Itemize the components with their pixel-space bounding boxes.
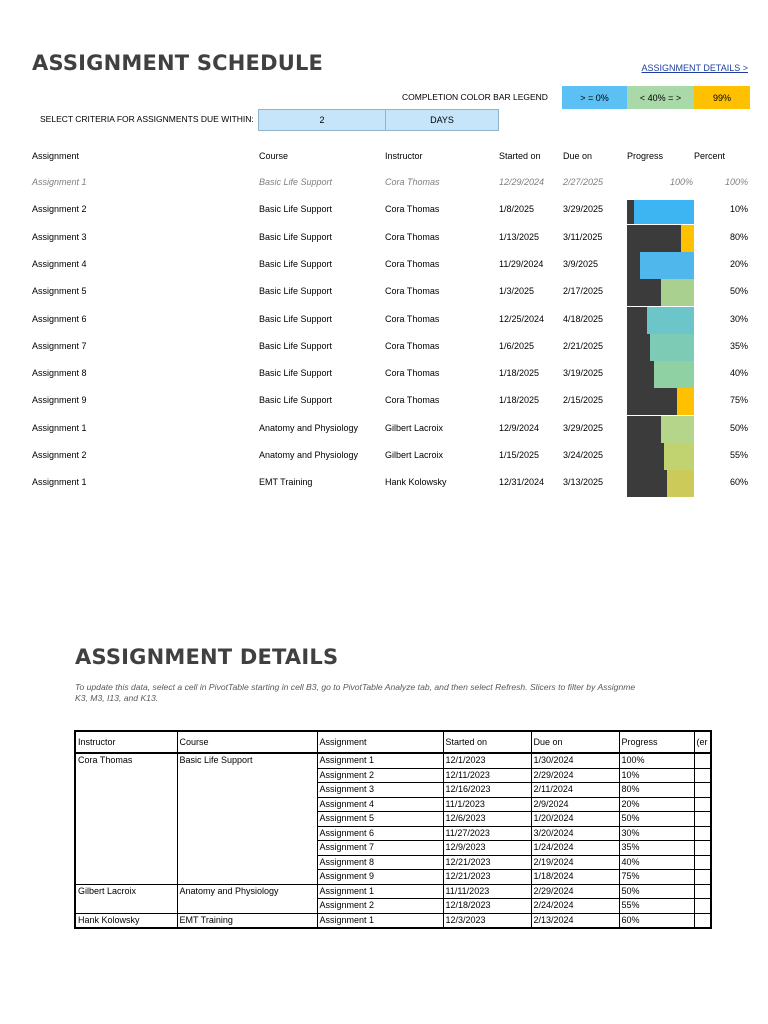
progress-bar-fill xyxy=(654,361,694,388)
pivot-row[interactable] xyxy=(75,884,711,899)
pivot-cell-progress[interactable]: 75% xyxy=(619,870,694,885)
row-assignment: Assignment 8 xyxy=(32,368,87,379)
pivot-cell-progress[interactable]: 100% xyxy=(619,753,694,768)
pivot-cell-due[interactable]: 1/20/2024 xyxy=(531,812,619,827)
row-progress-text: 100% xyxy=(669,177,693,187)
row-due: 3/29/2025 xyxy=(563,204,604,215)
progress-bar-fill xyxy=(677,388,694,415)
pivot-row[interactable] xyxy=(75,913,711,928)
row-assignment: Assignment 4 xyxy=(32,258,87,269)
pivot-cell-started[interactable]: 12/1/2023 xyxy=(443,753,531,768)
pivot-cell-started[interactable]: 11/11/2023 xyxy=(443,884,531,899)
pivot-cell-due[interactable]: 1/24/2024 xyxy=(531,841,619,856)
pivot-cell-instructor[interactable]: Hank Kolowsky xyxy=(75,913,177,928)
pivot-cell-due[interactable]: 2/19/2024 xyxy=(531,855,619,870)
progress-bar xyxy=(627,252,694,279)
row-started: 1/18/2025 xyxy=(499,395,540,406)
row-due: 4/18/2025 xyxy=(563,313,604,324)
pivot-cell-due[interactable]: 2/13/2024 xyxy=(531,913,619,928)
pivot-cell-instructor[interactable] xyxy=(75,826,177,841)
pivot-cell-due[interactable]: 1/18/2024 xyxy=(531,870,619,885)
pivot-cell-extra[interactable] xyxy=(694,826,711,841)
pivot-cell-due[interactable]: 2/29/2024 xyxy=(531,884,619,899)
row-instructor: Gilbert Lacroix xyxy=(385,422,444,433)
row-due: 3/9/2025 xyxy=(563,258,599,269)
schedule-row[interactable] xyxy=(0,197,768,224)
progress-bar xyxy=(627,470,694,497)
row-assignment: Assignment 1 xyxy=(32,477,87,488)
row-percent: 20% xyxy=(729,258,748,269)
pivot-cell-extra[interactable] xyxy=(694,913,711,928)
pivot-cell-course[interactable] xyxy=(177,812,317,827)
pivot-row[interactable] xyxy=(75,812,711,827)
pivot-table[interactable] xyxy=(74,730,712,929)
row-instructor: Hank Kolowsky xyxy=(385,477,447,488)
row-assignment: Assignment 9 xyxy=(32,395,87,406)
progress-bar-fill xyxy=(647,307,694,334)
pivot-cell-extra[interactable] xyxy=(694,899,711,914)
criteria-value: 2 xyxy=(319,115,325,125)
pivot-cell-assignment[interactable]: Assignment 2 xyxy=(317,899,443,914)
criteria-unit: DAYS xyxy=(430,115,454,125)
pivot-cell-assignment[interactable]: Assignment 6 xyxy=(317,826,443,841)
assignment-details-link[interactable]: ASSIGNMENT DETAILS > xyxy=(641,63,748,73)
progress-bar xyxy=(627,388,694,415)
row-due: 2/21/2025 xyxy=(563,340,604,351)
schedule-row[interactable] xyxy=(0,416,768,443)
schedule-row[interactable] xyxy=(0,470,768,497)
pivot-cell-instructor[interactable] xyxy=(75,841,177,856)
pivot-row[interactable] xyxy=(75,899,711,914)
progress-bar xyxy=(627,307,694,334)
row-percent: 30% xyxy=(729,313,748,324)
row-percent: 55% xyxy=(729,450,748,460)
row-instructor: Cora Thomas xyxy=(385,340,440,351)
criteria-label: SELECT CRITERIA FOR ASSIGNMENTS DUE WITHIN: xyxy=(40,114,254,124)
row-assignment: Assignment 1 xyxy=(32,422,87,433)
pivot-header-assignment[interactable]: Assignment xyxy=(317,731,443,753)
row-course: Basic Life Support xyxy=(259,368,333,379)
pivot-row[interactable] xyxy=(75,870,711,885)
details-note-line2: K3, M3, I13, and K13. xyxy=(75,693,159,703)
pivot-cell-course[interactable]: Basic Life Support xyxy=(177,753,317,768)
schedule-row[interactable] xyxy=(0,334,768,361)
progress-bar-fill xyxy=(667,470,694,497)
row-percent: 35% xyxy=(729,340,748,351)
row-started: 1/13/2025 xyxy=(499,231,540,242)
row-started: 1/15/2025 xyxy=(499,450,540,460)
row-assignment: Assignment 5 xyxy=(32,286,87,297)
header-percent: Percent xyxy=(694,151,726,161)
pivot-cell-assignment[interactable]: Assignment 9 xyxy=(317,870,443,885)
progress-bar-fill xyxy=(664,443,694,470)
header-started: Started on xyxy=(499,151,541,161)
row-percent: 75% xyxy=(729,395,748,406)
row-due: 3/13/2025 xyxy=(563,477,604,488)
row-due: 3/19/2025 xyxy=(563,368,604,379)
row-assignment: Assignment 2 xyxy=(32,450,87,460)
pivot-cell-course[interactable]: Anatomy and Physiology xyxy=(177,884,317,899)
progress-bar-fill xyxy=(661,416,695,443)
pivot-cell-course[interactable] xyxy=(177,855,317,870)
pivot-cell-instructor[interactable]: Cora Thomas xyxy=(75,753,177,768)
pivot-cell-started[interactable]: 12/11/2023 xyxy=(443,768,531,783)
pivot-cell-due[interactable]: 3/20/2024 xyxy=(531,826,619,841)
criteria-value-cell[interactable] xyxy=(258,109,386,131)
row-course: Basic Life Support xyxy=(259,204,333,215)
progress-bar xyxy=(627,416,694,443)
progress-bar xyxy=(627,200,694,224)
row-started: 1/8/2025 xyxy=(499,204,535,215)
details-note xyxy=(75,682,709,704)
details-title: ASSIGNMENT DETAILS xyxy=(75,645,339,669)
schedule-row[interactable] xyxy=(0,361,768,388)
row-instructor: Cora Thomas xyxy=(385,258,440,269)
row-course: Anatomy and Physiology xyxy=(259,450,359,460)
row-percent: 40% xyxy=(729,368,748,379)
pivot-cell-started[interactable]: 12/21/2023 xyxy=(443,855,531,870)
pivot-cell-instructor[interactable] xyxy=(75,783,177,798)
schedule-row[interactable] xyxy=(0,443,768,470)
pivot-cell-course[interactable] xyxy=(177,899,317,914)
pivot-cell-due[interactable]: 2/24/2024 xyxy=(531,899,619,914)
pivot-cell-instructor[interactable] xyxy=(75,899,177,914)
row-course: Basic Life Support xyxy=(259,395,333,406)
pivot-cell-started[interactable]: 11/27/2023 xyxy=(443,826,531,841)
pivot-header-extra[interactable]: (er xyxy=(694,731,711,753)
pivot-cell-started[interactable]: 12/6/2023 xyxy=(443,812,531,827)
pivot-cell-due[interactable]: 2/29/2024 xyxy=(531,768,619,783)
progress-bar xyxy=(627,334,694,361)
row-due: 3/29/2025 xyxy=(563,422,604,433)
criteria-unit-cell[interactable] xyxy=(385,109,499,131)
pivot-cell-progress[interactable]: 50% xyxy=(619,812,694,827)
row-due: 2/15/2025 xyxy=(563,395,604,406)
pivot-cell-extra[interactable] xyxy=(694,841,711,856)
row-percent: 80% xyxy=(729,231,748,242)
pivot-cell-progress[interactable]: 55% xyxy=(619,899,694,914)
pivot-header-row xyxy=(75,731,711,753)
schedule-row[interactable] xyxy=(0,388,768,415)
pivot-cell-course[interactable] xyxy=(177,783,317,798)
row-due: 2/17/2025 xyxy=(563,286,604,297)
pivot-cell-assignment[interactable]: Assignment 1 xyxy=(317,753,443,768)
pivot-cell-due[interactable]: 1/30/2024 xyxy=(531,753,619,768)
row-assignment: Assignment 7 xyxy=(32,340,87,351)
row-assignment: Assignment 6 xyxy=(32,313,87,324)
legend-item-low-text: > = 0% xyxy=(580,92,609,103)
pivot-cell-extra[interactable] xyxy=(694,884,711,899)
row-percent: 50% xyxy=(729,286,748,297)
pivot-cell-started[interactable]: 12/3/2023 xyxy=(443,913,531,928)
pivot-cell-extra[interactable] xyxy=(694,753,711,768)
header-instructor: Instructor xyxy=(385,151,423,161)
pivot-cell-assignment[interactable]: Assignment 8 xyxy=(317,855,443,870)
row-assignment: Assignment 1 xyxy=(32,177,87,187)
row-course: Anatomy and Physiology xyxy=(259,422,359,433)
pivot-cell-progress[interactable]: 50% xyxy=(619,884,694,899)
progress-bar xyxy=(627,361,694,388)
pivot-header-due[interactable]: Due on xyxy=(531,731,619,753)
row-started: 1/3/2025 xyxy=(499,286,535,297)
header-course: Course xyxy=(259,151,289,161)
progress-bar xyxy=(627,443,694,470)
pivot-cell-extra[interactable] xyxy=(694,768,711,783)
row-course: Basic Life Support xyxy=(259,313,333,324)
legend-item-mid-text: < 40% = > xyxy=(639,92,682,103)
pivot-cell-extra[interactable] xyxy=(694,783,711,798)
pivot-cell-progress[interactable]: 10% xyxy=(619,768,694,783)
pivot-cell-extra[interactable] xyxy=(694,855,711,870)
pivot-cell-started[interactable]: 12/9/2023 xyxy=(443,841,531,856)
pivot-cell-started[interactable]: 12/18/2023 xyxy=(443,899,531,914)
details-note-line1: To update this data, select a cell in PivotTable starting in cell B3, go to PivotTable Analyze tab, and then select Refresh. Slicers to filter by Assignme xyxy=(75,682,636,692)
schedule-header-row xyxy=(0,144,768,171)
page-title: ASSIGNMENT SCHEDULE xyxy=(32,51,324,75)
pivot-row[interactable] xyxy=(75,768,711,783)
pivot-cell-course[interactable] xyxy=(177,768,317,783)
row-started: 1/18/2025 xyxy=(499,368,540,379)
pivot-cell-course[interactable] xyxy=(177,826,317,841)
row-instructor: Cora Thomas xyxy=(385,286,440,297)
pivot-cell-assignment[interactable]: Assignment 7 xyxy=(317,841,443,856)
row-due: 3/11/2025 xyxy=(563,231,603,242)
pivot-cell-instructor[interactable] xyxy=(75,855,177,870)
row-started: 1/6/2025 xyxy=(499,340,535,351)
pivot-cell-assignment[interactable]: Assignment 1 xyxy=(317,913,443,928)
pivot-cell-extra[interactable] xyxy=(694,797,711,812)
progress-bar xyxy=(627,279,694,306)
row-assignment: Assignment 3 xyxy=(32,231,87,242)
pivot-row[interactable] xyxy=(75,797,711,812)
row-instructor: Cora Thomas xyxy=(385,177,440,187)
progress-bar-fill xyxy=(681,225,694,252)
pivot-row[interactable] xyxy=(75,855,711,870)
row-assignment: Assignment 2 xyxy=(32,204,87,215)
row-percent: 100% xyxy=(724,177,748,187)
pivot-cell-course[interactable] xyxy=(177,841,317,856)
pivot-cell-progress[interactable]: 60% xyxy=(619,913,694,928)
row-course: Basic Life Support xyxy=(259,258,333,269)
row-percent: 50% xyxy=(729,422,748,433)
pivot-cell-extra[interactable] xyxy=(694,812,711,827)
progress-bar-fill xyxy=(634,200,694,224)
pivot-cell-started[interactable]: 11/1/2023 xyxy=(443,797,531,812)
pivot-cell-assignment[interactable]: Assignment 5 xyxy=(317,812,443,827)
schedule-row[interactable] xyxy=(0,279,768,306)
row-started: 12/25/2024 xyxy=(499,313,545,324)
row-instructor: Cora Thomas xyxy=(385,368,440,379)
row-due: 3/24/2025 xyxy=(563,450,604,460)
pivot-row[interactable] xyxy=(75,783,711,798)
row-started: 12/31/2024 xyxy=(499,477,545,488)
pivot-cell-instructor[interactable] xyxy=(75,812,177,827)
pivot-row[interactable] xyxy=(75,841,711,856)
pivot-row[interactable] xyxy=(75,826,711,841)
legend-label: COMPLETION COLOR BAR LEGEND xyxy=(402,92,548,102)
schedule-row[interactable] xyxy=(0,252,768,279)
row-instructor: Cora Thomas xyxy=(385,395,440,406)
row-course: Basic Life Support xyxy=(259,231,333,242)
pivot-cell-progress[interactable]: 30% xyxy=(619,826,694,841)
pivot-cell-extra[interactable] xyxy=(694,870,711,885)
pivot-cell-progress[interactable]: 80% xyxy=(619,783,694,798)
pivot-row[interactable] xyxy=(75,753,711,768)
row-course: Basic Life Support xyxy=(259,340,333,351)
pivot-cell-course[interactable] xyxy=(177,797,317,812)
pivot-header-started[interactable]: Started on xyxy=(443,731,531,753)
row-course: Basic Life Support xyxy=(259,286,333,297)
progress-bar-fill xyxy=(640,252,694,279)
pivot-cell-instructor[interactable] xyxy=(75,768,177,783)
header-assignment: Assignment xyxy=(32,151,80,161)
row-instructor: Cora Thomas xyxy=(385,204,440,215)
progress-bar-fill xyxy=(661,279,695,306)
row-started: 12/29/2024 xyxy=(499,177,545,187)
row-instructor: Cora Thomas xyxy=(385,231,440,242)
pivot-cell-progress[interactable]: 35% xyxy=(619,841,694,856)
row-course: EMT Training xyxy=(259,477,313,488)
progress-bar xyxy=(627,225,694,252)
schedule-row[interactable] xyxy=(0,307,768,334)
row-instructor: Cora Thomas xyxy=(385,313,440,324)
pivot-header-instructor[interactable]: Instructor xyxy=(75,731,177,753)
pivot-cell-progress[interactable]: 20% xyxy=(619,797,694,812)
pivot-header-course[interactable]: Course xyxy=(177,731,317,753)
pivot-cell-assignment[interactable]: Assignment 4 xyxy=(317,797,443,812)
row-started: 11/29/2024 xyxy=(499,258,544,269)
row-instructor: Gilbert Lacroix xyxy=(385,450,444,460)
schedule-row[interactable] xyxy=(0,225,768,252)
legend-item-mid xyxy=(627,86,694,109)
pivot-cell-due[interactable]: 2/11/2024 xyxy=(531,783,619,798)
row-due: 2/27/2025 xyxy=(563,177,604,187)
row-percent: 10% xyxy=(729,204,748,215)
row-course: Basic Life Support xyxy=(259,177,333,187)
pivot-cell-due[interactable]: 2/9/2024 xyxy=(531,797,619,812)
legend-item-high xyxy=(694,86,750,109)
pivot-cell-assignment[interactable]: Assignment 2 xyxy=(317,768,443,783)
legend-item-low xyxy=(562,86,627,109)
pivot-cell-instructor[interactable] xyxy=(75,870,177,885)
pivot-cell-progress[interactable]: 40% xyxy=(619,855,694,870)
pivot-cell-assignment[interactable]: Assignment 1 xyxy=(317,884,443,899)
pivot-cell-course[interactable] xyxy=(177,870,317,885)
header-due: Due on xyxy=(563,151,593,161)
pivot-cell-instructor[interactable] xyxy=(75,797,177,812)
row-started: 12/9/2024 xyxy=(499,422,540,433)
legend-item-high-text: 99% xyxy=(712,92,731,103)
pivot-cell-assignment[interactable]: Assignment 3 xyxy=(317,783,443,798)
progress-bar-fill xyxy=(650,334,694,361)
pivot-cell-started[interactable]: 12/21/2023 xyxy=(443,870,531,885)
pivot-cell-course[interactable]: EMT Training xyxy=(177,913,317,928)
pivot-header-progress[interactable]: Progress xyxy=(619,731,694,753)
schedule-row[interactable] xyxy=(0,170,768,197)
pivot-cell-instructor[interactable]: Gilbert Lacroix xyxy=(75,884,177,899)
row-percent: 60% xyxy=(729,477,748,488)
pivot-cell-started[interactable]: 12/16/2023 xyxy=(443,783,531,798)
header-progress: Progress xyxy=(627,151,664,161)
